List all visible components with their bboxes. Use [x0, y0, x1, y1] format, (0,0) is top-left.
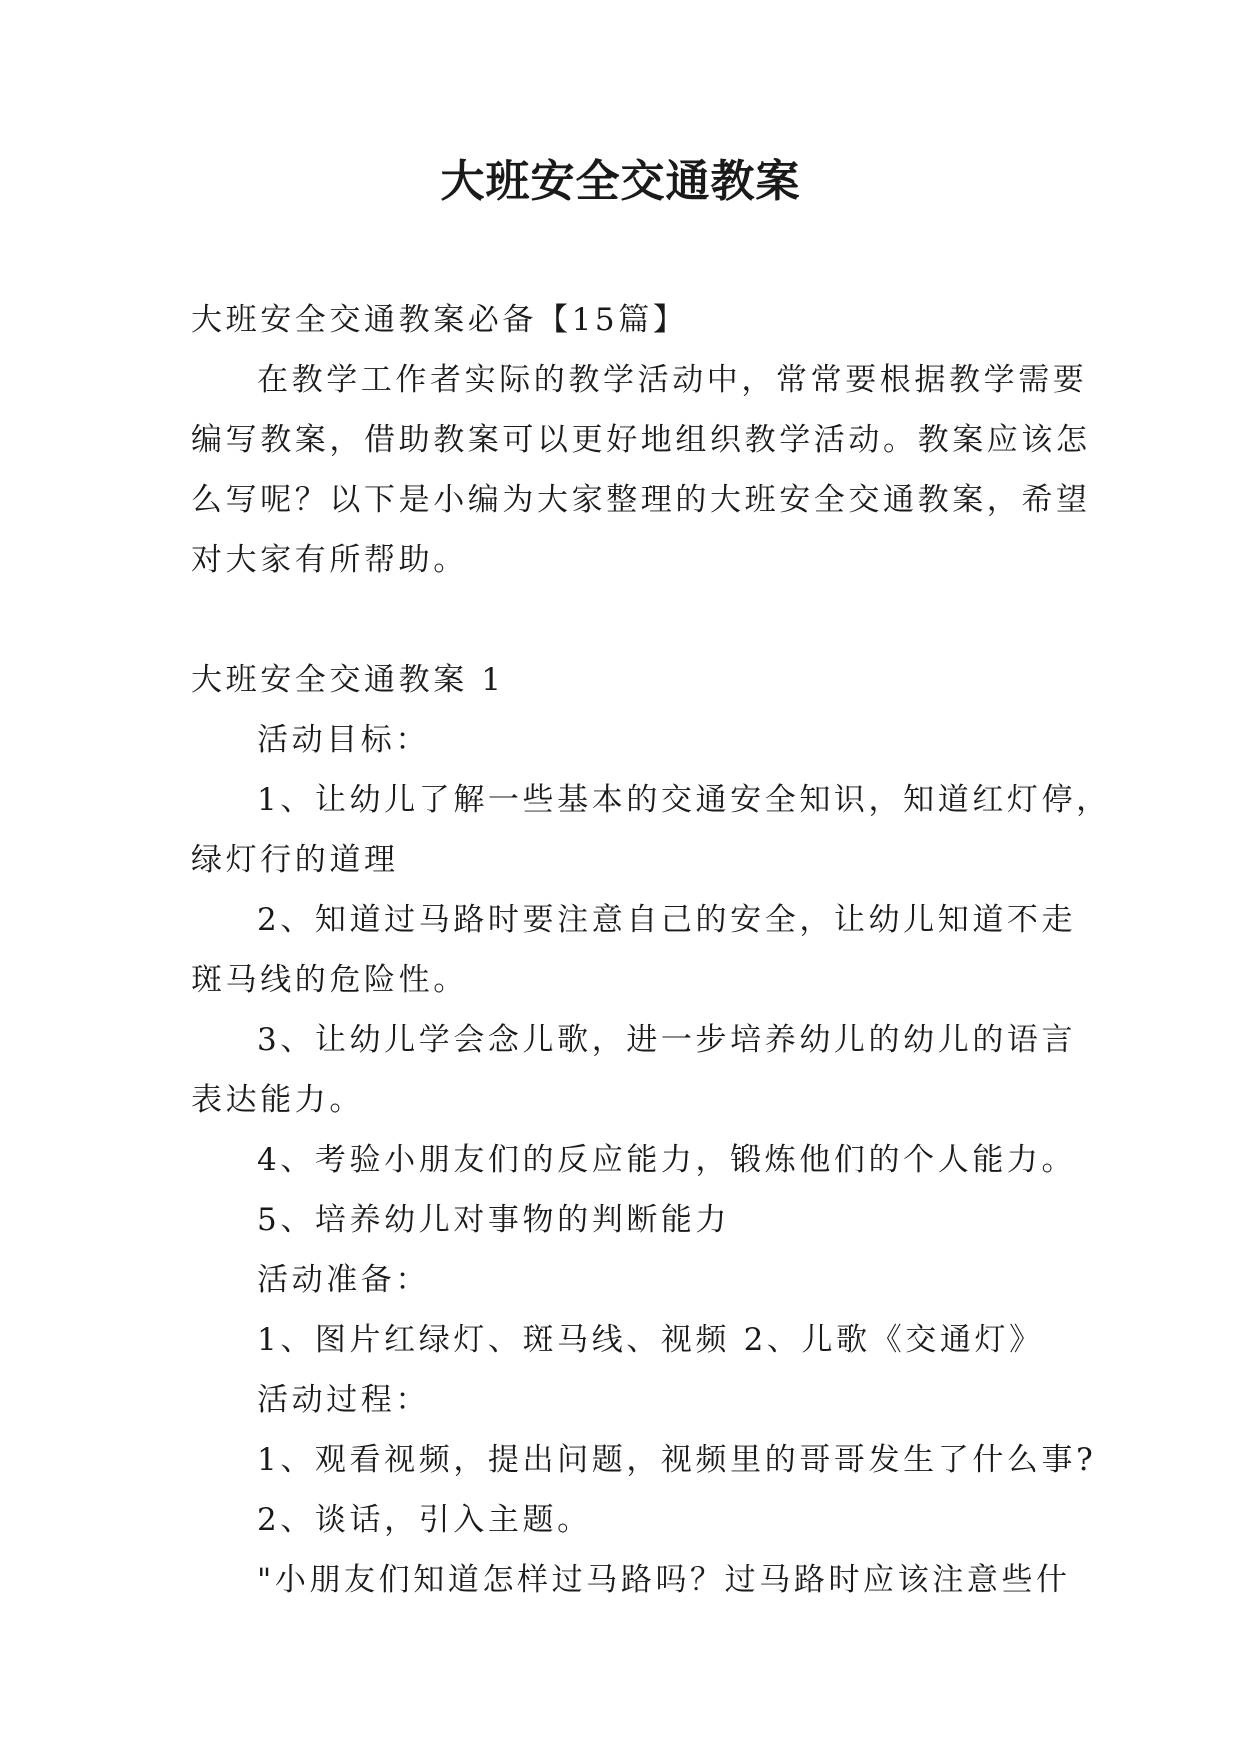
intro-line: 在教学工作者实际的教学活动中，常常要根据教学需要	[257, 362, 1088, 398]
goal-item: 5、培养幼儿对事物的判断能力	[257, 1202, 731, 1238]
prep-label: 活动准备：	[257, 1262, 430, 1298]
process-item: 2、谈话，引入主题。	[257, 1502, 592, 1538]
intro-line: 对大家有所帮助。	[191, 542, 468, 578]
document-title: 大班安全交通教案	[440, 156, 801, 207]
goal-item: 2、知道过马路时要注意自己的安全，让幼儿知道不走	[257, 902, 1077, 938]
process-item: 1、观看视频，提出问题，视频里的哥哥发生了什么事?	[257, 1442, 1097, 1478]
goal-item-continued: 表达能力。	[191, 1082, 364, 1118]
process-item: "小朋友们知道怎样过马路吗？过马路时应该注意些什	[257, 1562, 1071, 1598]
section-title: 大班安全交通教案 1	[191, 662, 505, 698]
prep-item: 1、图片红绿灯、斑马线、视频 2、儿歌《交通灯》	[257, 1322, 1044, 1358]
goal-item: 1、让幼儿了解一些基本的交通安全知识，知道红灯停，	[257, 782, 1111, 818]
goal-item-continued: 绿灯行的道理	[191, 842, 399, 878]
document-heading: 大班安全交通教案必备【15篇】	[191, 302, 688, 338]
goal-item: 4、考验小朋友们的反应能力，锻炼他们的个人能力。	[257, 1142, 1077, 1178]
intro-line: 编写教案，借助教案可以更好地组织教学活动。教案应该怎	[191, 422, 1091, 458]
paragraph-spacer	[191, 590, 1061, 650]
document-body	[191, 290, 1111, 1610]
process-label: 活动过程：	[257, 1382, 430, 1418]
goal-item: 3、让幼儿学会念儿歌，进一步培养幼儿的幼儿的语言	[257, 1022, 1077, 1058]
goal-item-continued: 斑马线的危险性。	[191, 962, 468, 998]
goal-label: 活动目标：	[257, 722, 430, 758]
intro-line: 么写呢？以下是小编为大家整理的大班安全交通教案，希望	[191, 482, 1091, 518]
